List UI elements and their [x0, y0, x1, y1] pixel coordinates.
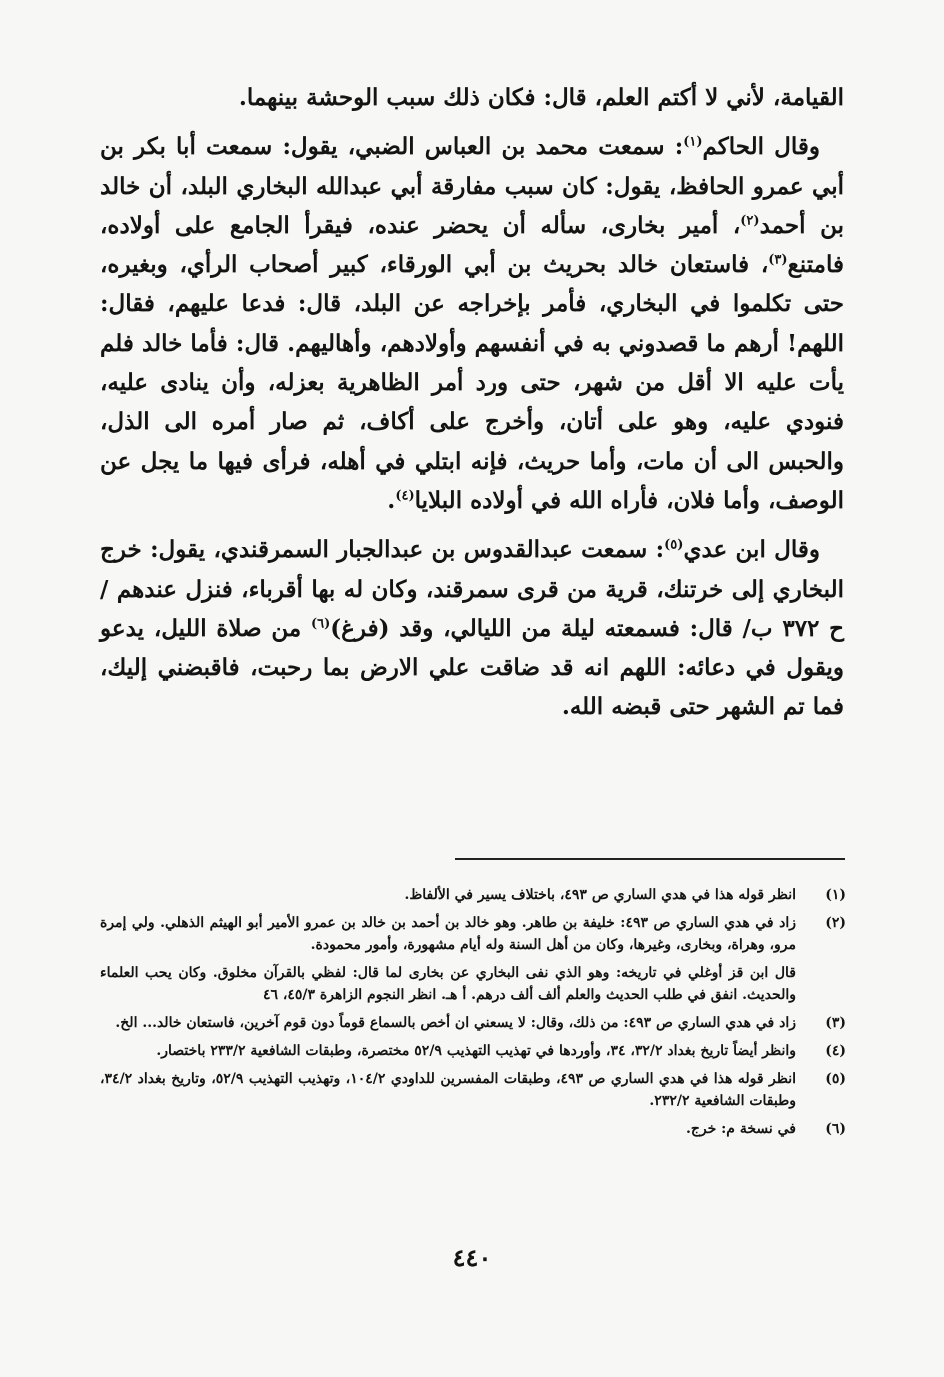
text-segment: من صلاة الليل، يدعو ويقول في دعائه: اللهم انه قد ضاقت علي الارض بما رحبت، فاقبضني إليك، فما تم الشهر حتى قبضه الله. [100, 614, 844, 721]
text-segment: . [387, 486, 396, 514]
text-segment: ، فاستعان خالد بحريث بن أبي الورقاء، كبير أصحاب الرأي، وبغيره، حتى تكلموا في البخاري، فأمر بإخراجه عن البلد، قال: فدعا عليهم، فقال: اللهم! أرهم ما قصدوني به في أنفسهم وأولادهم، وأهاليهم. قال: فأما خالد فلم يأت عليه الا أقل من شهر، حتى ورد أمر الظاهرية بعزله، وأن ينادى عليه، فنودي عليه، وهو على أتان، وأخرج على أكاف، ثم صار أمره الى الذل، والحبس الى أن مات، وأما حريث، فإنه ابتلي في أهله، فرأى فيها ما يجل عن الوصف، وأما فلان، فأراه الله في أولاده البلايا [100, 251, 844, 514]
page-number: ٤٤٠ [452, 1243, 492, 1272]
footnote-number: (٥) [825, 1071, 846, 1087]
footnote-number: (٣) [825, 1015, 846, 1031]
footnote-ref: (٤) [395, 488, 415, 504]
paragraph [100, 530, 844, 726]
footnote-text: زاد في هدي الساري ص ٤٩٣: من ذلك، وقال: لا يسعني ان أخص بالسماع قوماً دون قوم آخرين، فاستعان خالد... الخ. [115, 1015, 796, 1031]
footnote [100, 912, 846, 956]
text-segment: القيامة، لأني لا أكتم العلم، قال: فكان ذلك سبب الوحشة بينهما. [238, 84, 844, 111]
footnote-number: (٢) [825, 915, 846, 931]
paragraph [100, 78, 844, 117]
footnote [100, 1040, 846, 1062]
footnote-text: زاد في هدي الساري ص ٤٩٣: خليفة بن طاهر. وهو خالد بن أحمد بن خالد بن عمرو الأمير أبو الهيثم الذهلي. ولي إمرة مرو، وهراة، وبخارى، وغيرها، وكان من أهل السنة وله أيام مشهورة، وأمور محمودة. [100, 915, 796, 953]
footnote-number: (٤) [825, 1043, 846, 1059]
text-segment: وقال الحاكم [702, 133, 820, 161]
text-segment: وقال ابن عدي [683, 536, 820, 564]
text-segment: : سمعت عبدالقدوس بن عبدالجبار السمرقندي، يقول: خرج البخاري إلى خرتنك، قرية من قرى سمرقند، وكان له بها أقرباء، فنزل عندهم /ح ٣٧٢ ب/ قال: فسمعته ليلة من الليالي، وقد (فرغ) [100, 536, 844, 642]
footnote-ref: (٣) [768, 252, 788, 268]
footnote [100, 1118, 846, 1140]
text-segment: ، أمير بخارى، سأله أن يحضر عنده، فيقرأ الجامع على أولاده، فامتنع [100, 211, 844, 279]
footnote-text: في نسخة م: خرج. [685, 1121, 796, 1137]
footnotes-section [100, 884, 846, 1146]
footnote-ref: (١) [683, 134, 703, 150]
paragraph [100, 127, 844, 520]
footnote-number: (١) [825, 887, 846, 903]
footnote-ref: (٥) [664, 537, 684, 553]
footnote-ref: (٦) [311, 616, 331, 632]
footnote-text: وانظر أيضاً تاريخ بغداد ٣٢/٢، ٣٤، وأوردها في تهذيب التهذيب ٥٢/٩ مختصرة، وطبقات الشافعية ٢٣٣/٢ باختصار. [156, 1043, 796, 1059]
footnote-text: انظر قوله هذا في هدي الساري ص ٤٩٣، باختلاف يسير في الألفاظ. [404, 887, 796, 903]
footnote-number: (٦) [825, 1121, 846, 1137]
footnote [100, 884, 846, 906]
text-segment: : سمعت محمد بن العباس الضبي، يقول: سمعت أبا بكر بن أبي عمرو الحافظ، يقول: كان سبب مفارقة أبي عبدالله البخاري البلد، أن خالد بن أحمد [100, 133, 844, 239]
footnote-text: انظر قوله هذا في هدي الساري ص ٤٩٣، وطبقات المفسرين للداودي ١٠٤/٢، وتهذيب التهذيب ٥٢/٩، وتاريخ بغداد ٣٤/٢، وطبقات الشافعية ٢٣٢/٢. [100, 1071, 796, 1109]
footnote-continuation: قال ابن قز أوغلي في تاريخه: وهو الذي نفى البخاري عن بخارى لما قال: لفظي بالقرآن مخلوق. وكان يحب العلماء والحديث. انفق في طلب الحديث والعلم ألف ألف درهم. أ هـ. انظر النجوم الزاهرة ٤٥/٣، ٤٦ [100, 965, 797, 1003]
footnote [100, 1012, 846, 1034]
footnote-ref: (٢) [740, 213, 760, 229]
main-text [100, 78, 844, 727]
footnote-separator [455, 858, 845, 860]
footnote [100, 1068, 846, 1112]
